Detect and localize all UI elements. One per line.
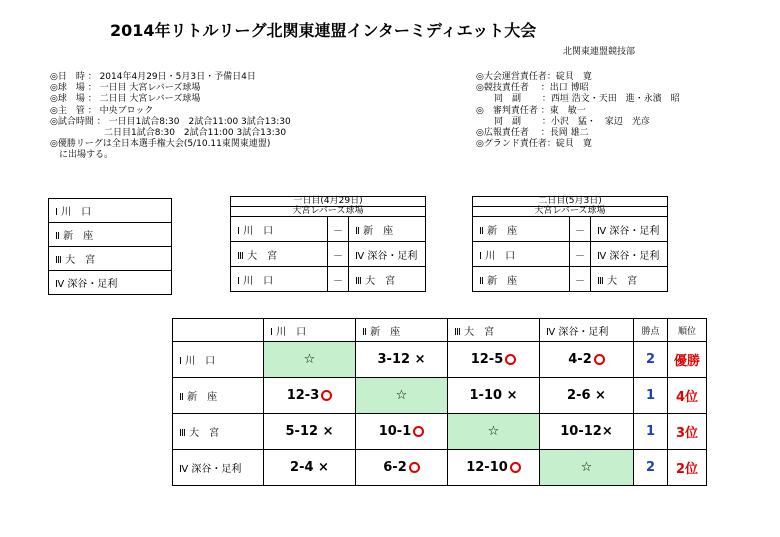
day1-schedule bbox=[230, 196, 426, 292]
score-cell bbox=[448, 342, 540, 378]
score-cell bbox=[540, 342, 634, 378]
info-line: ◎球 場 ： 一日目 大宮レバーズ球場 bbox=[50, 83, 201, 94]
win-circle-icon bbox=[510, 462, 521, 473]
game-away: Ⅱ 新 座 bbox=[349, 217, 426, 242]
table-row bbox=[173, 342, 707, 378]
team-cell: Ⅰ 川 口 bbox=[49, 199, 172, 223]
col-header: Ⅳ 深谷・足利 bbox=[540, 319, 634, 342]
info-line: ◎優勝リーグは全日本選手権大会(5/10.11東関東連盟) bbox=[50, 139, 271, 150]
game-home: Ⅰ 川 口 bbox=[231, 217, 328, 242]
score-cell bbox=[356, 450, 448, 486]
game-home: Ⅰ 川 口 bbox=[231, 267, 328, 292]
self-match-cell: ☆ bbox=[448, 414, 540, 450]
score-text: 6-2 bbox=[383, 460, 407, 475]
score-cell: 10-12× bbox=[540, 414, 634, 450]
rank-cell: 3位 bbox=[668, 414, 707, 450]
game-dash: － bbox=[570, 242, 591, 267]
win-circle-icon bbox=[413, 426, 424, 437]
score-text: 4-2 bbox=[568, 352, 592, 367]
self-match-cell: ☆ bbox=[540, 450, 634, 486]
score-cell: 2-4 × bbox=[264, 450, 356, 486]
event-info-right bbox=[476, 72, 680, 150]
game-dash: － bbox=[570, 217, 591, 242]
info-line: に出場する。 bbox=[50, 150, 114, 161]
game-home: Ⅱ 新 座 bbox=[473, 217, 570, 242]
info-line: ◎日 時 ： 2014年4月29日・5月3日・予備日4日 bbox=[50, 72, 256, 82]
game-away: Ⅲ 大 宮 bbox=[349, 267, 426, 292]
rank-header: 順位 bbox=[668, 319, 707, 342]
points-header: 勝点 bbox=[634, 319, 668, 342]
score-cell: 5-12 × bbox=[264, 414, 356, 450]
game-dash: － bbox=[328, 267, 349, 292]
score-text: 12-10 bbox=[466, 460, 508, 475]
col-header: Ⅲ 大 宮 bbox=[448, 319, 540, 342]
row-team: Ⅰ 川 口 bbox=[173, 342, 264, 378]
team-list bbox=[48, 198, 172, 295]
team-cell: Ⅱ 新 座 bbox=[49, 223, 172, 247]
row-team: Ⅱ 新 座 bbox=[173, 378, 264, 414]
document-title: 2014年リトルリーグ北関東連盟インターミディエット大会 bbox=[110, 21, 537, 40]
game-dash: － bbox=[570, 267, 591, 292]
info-line: ◎球 場 ： 二日目 大宮レバーズ球場 bbox=[50, 94, 201, 105]
event-info-left bbox=[50, 72, 291, 162]
win-circle-icon bbox=[505, 354, 516, 365]
table-row bbox=[173, 378, 707, 414]
info-line: ◎グランド責任者：碇貝 寛 bbox=[476, 139, 592, 150]
info-line: 二日目1試合8:30 2試合11:00 3試合13:30 bbox=[50, 128, 287, 139]
score-cell bbox=[356, 414, 448, 450]
team-cell: Ⅲ 大 宮 bbox=[49, 247, 172, 271]
day1-venue: 大宮レバーズ球場 bbox=[231, 207, 426, 217]
self-match-cell: ☆ bbox=[264, 342, 356, 378]
rank-cell: 2位 bbox=[668, 450, 707, 486]
info-line: ◎大会運営責任者：碇貝 寛 bbox=[476, 72, 592, 82]
info-line: 同 副 ：西垣 浩文・天田 進・永濱 昭 bbox=[476, 94, 680, 105]
info-line: 同 副 ：小沢 猛・ 家辺 光彦 bbox=[476, 116, 650, 127]
row-team: Ⅳ 深谷・足利 bbox=[173, 450, 264, 486]
results-table bbox=[172, 318, 707, 486]
col-header: Ⅱ 新 座 bbox=[356, 319, 448, 342]
score-text: 10-1 bbox=[378, 424, 412, 439]
score-cell: 3-12 × bbox=[356, 342, 448, 378]
points-cell: 1 bbox=[634, 378, 668, 414]
score-cell: 1-10 × bbox=[448, 378, 540, 414]
info-line: ◎ 審判責任者 ：東 敏一 bbox=[476, 105, 586, 116]
game-dash: － bbox=[328, 217, 349, 242]
info-line: ◎競技責任者 ：出口 博昭 bbox=[476, 83, 589, 94]
rank-cell: 4位 bbox=[668, 378, 707, 414]
score-text: 12-3 bbox=[286, 388, 320, 403]
table-row bbox=[173, 450, 707, 486]
win-circle-icon bbox=[321, 390, 332, 401]
game-away: Ⅲ 大 宮 bbox=[591, 267, 668, 292]
table-row bbox=[173, 414, 707, 450]
day1-date: 一日目(4月29日) bbox=[231, 197, 426, 207]
score-text: 12-5 bbox=[470, 352, 504, 367]
day2-venue: 大宮レバーズ球場 bbox=[473, 207, 668, 217]
day2-schedule bbox=[472, 196, 668, 292]
day2-date: 二日目(5月3日) bbox=[473, 197, 668, 207]
row-team: Ⅲ 大 宮 bbox=[173, 414, 264, 450]
info-line: ◎広報責任者 ：長岡 雄二 bbox=[476, 128, 589, 139]
win-circle-icon bbox=[594, 354, 605, 365]
win-circle-icon bbox=[409, 462, 420, 473]
col-header: Ⅰ 川 口 bbox=[264, 319, 356, 342]
game-home: Ⅱ 新 座 bbox=[473, 267, 570, 292]
game-home: Ⅰ 川 口 bbox=[473, 242, 570, 267]
team-cell: Ⅳ 深谷・足利 bbox=[49, 271, 172, 295]
info-line: ◎試合時間 ： 一日目1試合8:30 2試合11:00 3試合13:30 bbox=[50, 116, 291, 127]
game-away: Ⅳ 深谷・足利 bbox=[591, 217, 668, 242]
points-cell: 2 bbox=[634, 342, 668, 378]
score-cell bbox=[448, 450, 540, 486]
points-cell: 1 bbox=[634, 414, 668, 450]
corner-cell bbox=[173, 319, 264, 342]
game-away: Ⅳ 深谷・足利 bbox=[591, 242, 668, 267]
game-dash: － bbox=[328, 242, 349, 267]
organizer: 北関東連盟競技部 bbox=[563, 47, 636, 57]
score-cell: 2-6 × bbox=[540, 378, 634, 414]
info-line: ◎主 管 ： 中央ブロック bbox=[50, 105, 154, 116]
self-match-cell: ☆ bbox=[356, 378, 448, 414]
rank-cell: 優勝 bbox=[668, 342, 707, 378]
points-cell: 2 bbox=[634, 450, 668, 486]
game-away: Ⅳ 深谷・足利 bbox=[349, 242, 426, 267]
score-cell bbox=[264, 378, 356, 414]
game-home: Ⅲ 大 宮 bbox=[231, 242, 328, 267]
